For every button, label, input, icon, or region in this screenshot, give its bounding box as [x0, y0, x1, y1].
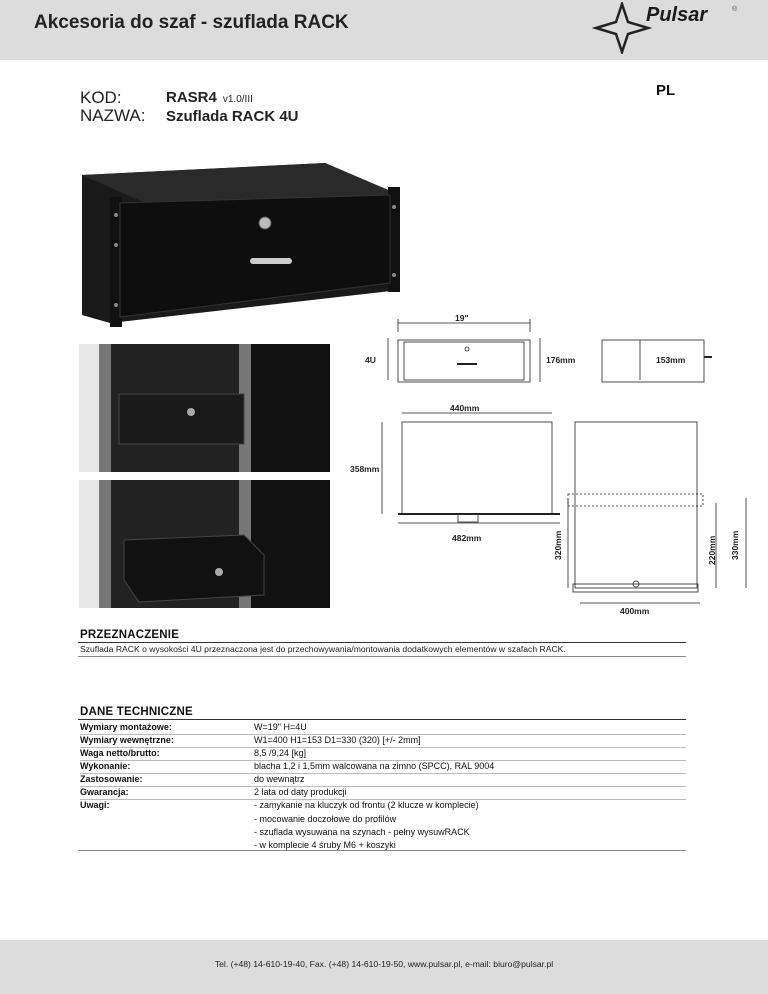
note-item: - szuflada wysuwana na szynach - pełny wysuwRACK	[254, 827, 470, 837]
dim-482mm: 482mm	[452, 533, 482, 543]
spec-value: - zamykanie na kluczyk od frontu (2 klucze w komplecie)	[254, 800, 479, 810]
purpose-text: Szuflada RACK o wysokości 4U przeznaczona jest do przechowywania/montowania dodatkowych elementów w szafach RACK.	[80, 644, 566, 654]
notes-list	[254, 813, 470, 852]
spec-row	[80, 734, 686, 748]
cabinet-photo-open	[79, 480, 330, 608]
product-photo	[70, 155, 420, 330]
page-title: Akcesoria do szaf - szuflada RACK	[34, 12, 349, 33]
dim-320mm: 320mm	[553, 530, 563, 560]
logo-registered: ®	[732, 6, 738, 13]
language-label: PL	[656, 82, 676, 99]
spec-value: W1=400 H1=153 D1=330 (320) [+/- 2mm]	[254, 735, 421, 745]
logo-wordmark: Pulsar	[646, 4, 708, 26]
spec-key: Uwagi:	[80, 800, 110, 810]
version: v1.0/III	[222, 94, 253, 105]
dim-19-inch: 19"	[455, 313, 469, 323]
cabinet-photo-closed	[79, 344, 330, 472]
specs-title: DANE TECHNICZNE	[80, 706, 193, 718]
dim-176mm: 176mm	[546, 355, 576, 365]
name-label: NAZWA:	[80, 106, 146, 125]
spec-value: 8,5 /9,24 [kg]	[254, 748, 307, 758]
spec-key: Wymiary montażowe:	[80, 722, 172, 732]
spec-row	[80, 773, 686, 787]
code-value: RASR4	[166, 89, 217, 106]
product-name: Szuflada RACK 4U	[166, 108, 299, 125]
dim-330mm: 330mm	[730, 530, 740, 560]
star-logo-icon	[592, 2, 652, 54]
dim-440mm: 440mm	[450, 403, 480, 413]
note-item: - w komplecie 4 śruby M6 + koszyki	[254, 840, 396, 850]
footer-contact: Tel. (+48) 14-610-19-40, Fax. (+48) 14-610-19-50, www.pulsar.pl, e-mail: biuro@pulsar.pl	[214, 959, 554, 969]
spec-value: blacha 1,2 i 1,5mm walcowana na zimno (SPCC), RAL 9004	[254, 761, 495, 771]
dim-153mm: 153mm	[656, 355, 686, 365]
spec-key: Wymiary wewnętrzne:	[80, 735, 174, 745]
spec-row	[80, 721, 686, 735]
spec-row	[80, 747, 686, 761]
dim-4u: 4U	[365, 355, 376, 365]
spec-row	[80, 786, 686, 800]
dim-400mm: 400mm	[620, 606, 650, 616]
spec-row	[80, 760, 686, 774]
product-code	[166, 89, 253, 106]
spec-key: Wykonanie:	[80, 761, 131, 771]
dim-358mm: 358mm	[350, 464, 380, 474]
spec-key: Gwarancja:	[80, 787, 129, 797]
specs-rule	[78, 719, 686, 720]
page-footer	[0, 940, 768, 994]
spec-key: Zastosowanie:	[80, 774, 143, 784]
purpose-title: PRZEZNACZENIE	[80, 629, 180, 641]
spec-value: W=19" H=4U	[254, 722, 307, 732]
spec-value: do wewnątrz	[254, 774, 305, 784]
note-item: - mocowanie doczołowe do profilów	[254, 814, 397, 824]
purpose-bottom-rule	[78, 656, 686, 657]
specs-bottom-rule	[78, 850, 686, 851]
page-header	[0, 0, 768, 60]
spec-key: Waga netto/brutto:	[80, 748, 160, 758]
spec-row	[80, 799, 686, 812]
pulsar-logo	[592, 2, 742, 54]
purpose-rule	[78, 642, 686, 643]
spec-value: 2 lata od daty produkcji	[254, 787, 347, 797]
code-label: KOD:	[80, 88, 122, 107]
dim-220mm: 220mm	[707, 535, 717, 565]
